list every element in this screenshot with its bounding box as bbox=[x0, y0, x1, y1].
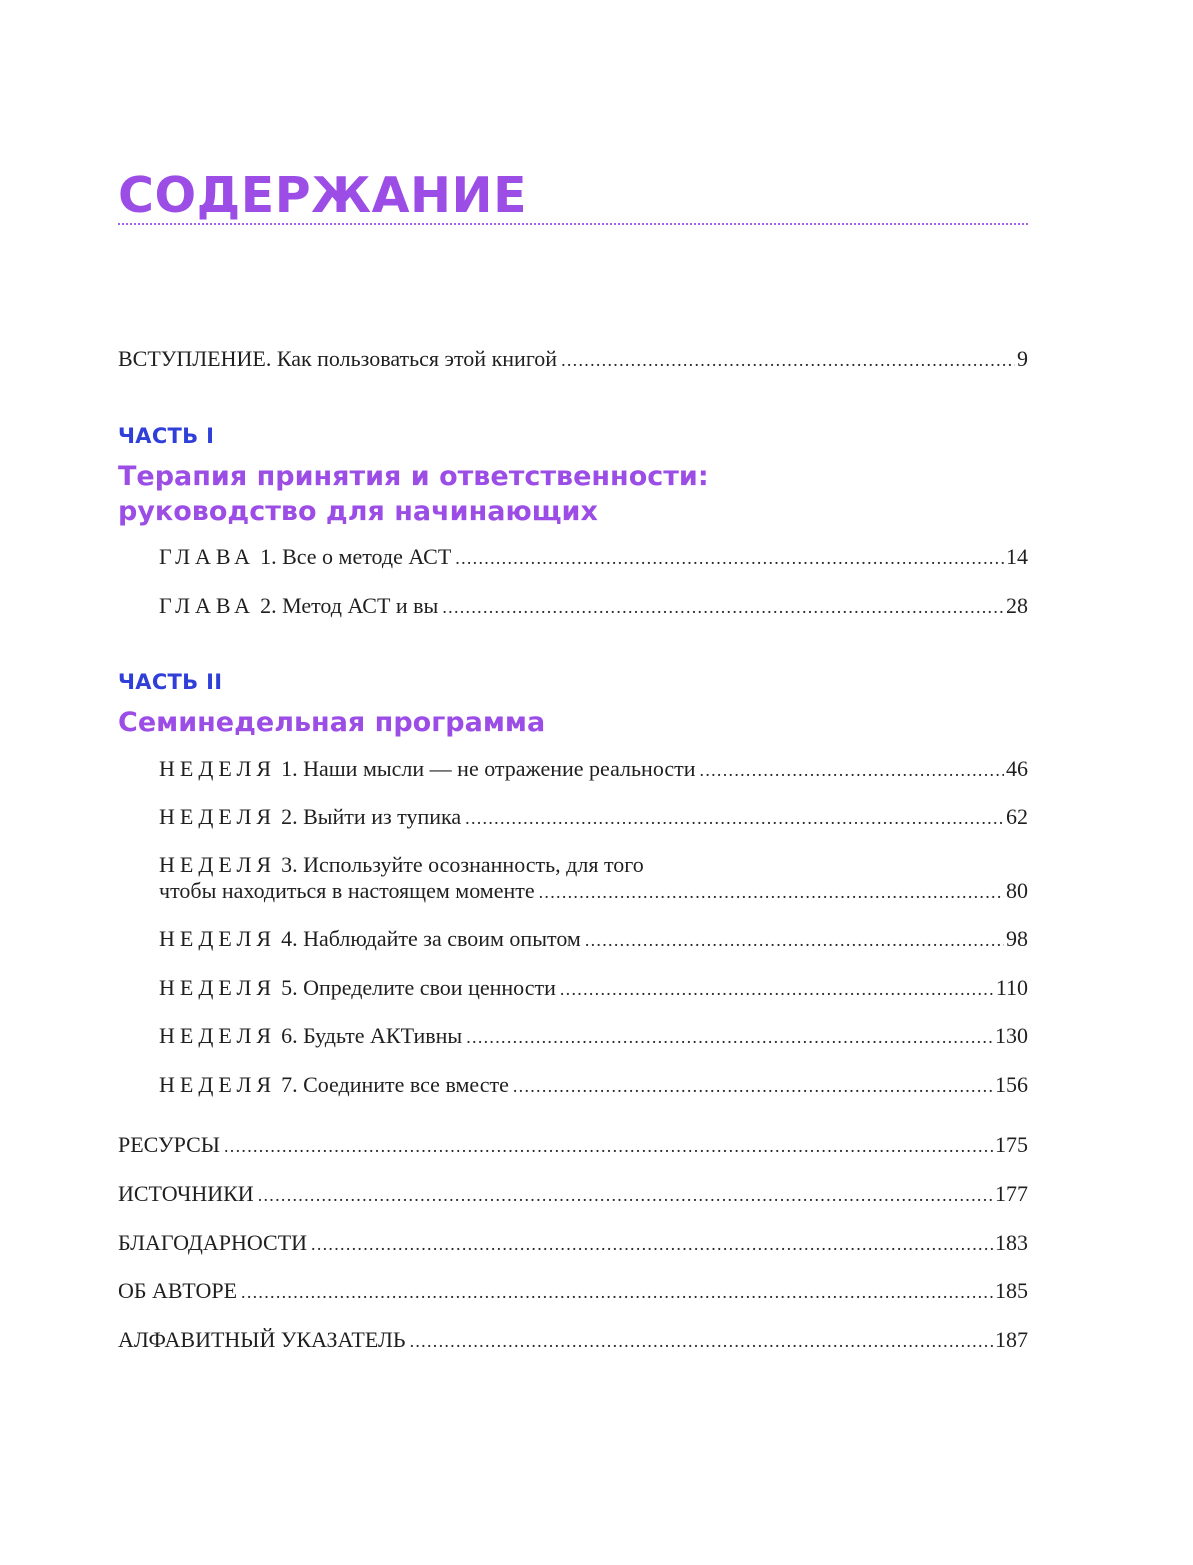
toc-entry-week-4[interactable] bbox=[159, 926, 1028, 953]
toc-entry-title: 1. Все о методе АСТ bbox=[260, 544, 452, 569]
dot-leader bbox=[224, 1133, 993, 1159]
dot-leader bbox=[560, 976, 994, 1002]
dot-leader bbox=[241, 1279, 993, 1305]
part-1-title-line2: руководство для начинающих bbox=[118, 496, 598, 527]
chapter-prefix: ГЛАВА bbox=[159, 593, 256, 618]
toc-page-number: 62 bbox=[1006, 804, 1028, 829]
toc-entry-week-2[interactable] bbox=[159, 804, 1028, 831]
dot-leader bbox=[700, 757, 1004, 783]
dot-leader bbox=[465, 805, 1004, 831]
toc-page-number: 9 bbox=[1017, 346, 1028, 371]
toc-entry-week-6[interactable] bbox=[159, 1023, 1028, 1050]
toc-entry-title: 6. Будьте АКТивны bbox=[281, 1023, 463, 1048]
toc-page-number: 46 bbox=[1006, 756, 1028, 781]
toc-entry-title: 1. Наши мысли — не отражение реальности bbox=[281, 756, 696, 781]
toc-entry-title: ВСТУПЛЕНИЕ. Как пользоваться этой книгой bbox=[118, 346, 558, 371]
toc-entry-title-continued: чтобы находиться в настоящем моменте bbox=[159, 878, 535, 903]
dot-leader bbox=[466, 1024, 993, 1050]
toc-page-number: 80 bbox=[1006, 878, 1028, 903]
part-2-title: Семинедельная программа bbox=[118, 707, 546, 738]
week-prefix: НЕДЕЛЯ bbox=[159, 756, 277, 781]
toc-page-number: 14 bbox=[1006, 544, 1028, 569]
toc-page-number: 98 bbox=[1006, 926, 1028, 951]
part-1-title-line1: Терапия принятия и ответственности: bbox=[118, 461, 709, 492]
toc-entry-week-1[interactable] bbox=[159, 756, 1028, 783]
week-prefix: НЕДЕЛЯ bbox=[159, 1072, 277, 1097]
toc-entry-chapter-2[interactable] bbox=[159, 593, 1028, 620]
toc-entry-week-3[interactable] bbox=[159, 852, 1028, 905]
week-prefix: НЕДЕЛЯ bbox=[159, 926, 277, 951]
toc-entry-week-7[interactable] bbox=[159, 1072, 1028, 1099]
dot-leader bbox=[258, 1182, 993, 1208]
part-1-label: ЧАСТЬ I bbox=[118, 424, 215, 448]
toc-entry-sources[interactable] bbox=[118, 1181, 1028, 1208]
toc-entry-title: 3. Используйте осознанность, для того bbox=[281, 852, 644, 877]
chapter-prefix: ГЛАВА bbox=[159, 544, 256, 569]
toc-page-number: 175 bbox=[995, 1132, 1028, 1157]
week-prefix: НЕДЕЛЯ bbox=[159, 1023, 277, 1048]
dot-leader bbox=[539, 879, 1004, 905]
dot-leader bbox=[311, 1231, 993, 1257]
dot-leader bbox=[410, 1328, 993, 1354]
toc-page-number: 183 bbox=[995, 1230, 1028, 1255]
dot-leader bbox=[585, 927, 1004, 953]
page-title: СОДЕРЖАНИЕ bbox=[118, 167, 528, 224]
dot-leader bbox=[455, 545, 1004, 571]
toc-entry-resources[interactable] bbox=[118, 1132, 1028, 1159]
toc-entry-index[interactable] bbox=[118, 1327, 1028, 1354]
toc-page-number: 130 bbox=[995, 1023, 1028, 1048]
toc-entry-acknowledgements[interactable] bbox=[118, 1230, 1028, 1257]
toc-entry-title: БЛАГОДАРНОСТИ bbox=[118, 1230, 308, 1255]
dot-leader bbox=[442, 594, 1004, 620]
week-prefix: НЕДЕЛЯ bbox=[159, 975, 277, 1000]
toc-entry-title: РЕСУРСЫ bbox=[118, 1132, 220, 1157]
dot-leader bbox=[513, 1073, 993, 1099]
toc-entry-title: 5. Определите свои ценности bbox=[281, 975, 556, 1000]
toc-entry-week-5[interactable] bbox=[159, 975, 1028, 1002]
part-2-label: ЧАСТЬ II bbox=[118, 670, 223, 694]
toc-entry-chapter-1[interactable] bbox=[159, 544, 1028, 571]
title-dotted-rule bbox=[118, 223, 1028, 225]
toc-entry-title: 2. Выйти из тупика bbox=[281, 804, 462, 829]
toc-entry-title: 7. Соедините все вместе bbox=[281, 1072, 509, 1097]
toc-entry-about-author[interactable] bbox=[118, 1278, 1028, 1305]
dot-leader bbox=[561, 347, 1015, 373]
week-prefix: НЕДЕЛЯ bbox=[159, 852, 277, 877]
toc-entry-intro[interactable] bbox=[118, 346, 1028, 373]
week-prefix: НЕДЕЛЯ bbox=[159, 804, 277, 829]
toc-entry-title: ИСТОЧНИКИ bbox=[118, 1181, 254, 1206]
toc-page-number: 177 bbox=[995, 1181, 1028, 1206]
toc-page-number: 110 bbox=[995, 975, 1028, 1000]
toc-entry-title: ОБ АВТОРЕ bbox=[118, 1278, 238, 1303]
toc-page-number: 28 bbox=[1006, 593, 1028, 618]
toc-entry-title: 2. Метод АСТ и вы bbox=[260, 593, 439, 618]
toc-page-number: 187 bbox=[995, 1327, 1028, 1352]
toc-page-number: 185 bbox=[995, 1278, 1028, 1303]
toc-page bbox=[118, 0, 1028, 1565]
toc-entry-title: АЛФАВИТНЫЙ УКАЗАТЕЛЬ bbox=[118, 1327, 406, 1352]
toc-page-number: 156 bbox=[995, 1072, 1028, 1097]
toc-entry-title: 4. Наблюдайте за своим опытом bbox=[281, 926, 581, 951]
